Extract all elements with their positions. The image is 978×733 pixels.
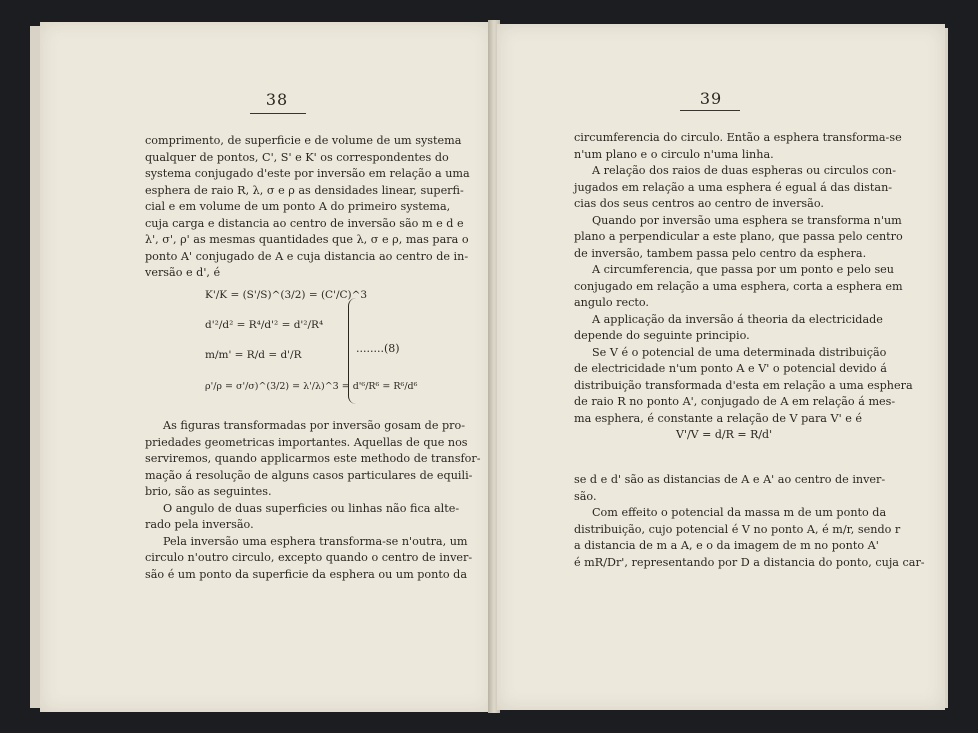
text-line: a distancia de m a A, e o da imagem de m no ponto A' [574,539,879,552]
text-line: esphera de raio R, λ, σ e ρ as densidades linear, superfi- [145,183,464,197]
text-line: se d e d' são as distancias de A e A' ao centro de inver- [574,473,886,486]
text-line: Quando por inversão uma esphera se transforma n'um [592,213,902,227]
text-line: rado pela inversão. [145,518,254,531]
text-line: A relação dos raios de duas espheras ou circulos con- [592,164,896,177]
equation-row-3: m/m' = R/d = d'/R [205,349,302,361]
text-line: de inversão, tambem passa pelo centro da esphera. [574,246,867,260]
text-line: são. [574,489,597,503]
text-line: são é um ponto da superficie da esphera ou um ponto da [145,567,467,581]
text-line: de electricidade n'um ponto A e V' o potencial devido á [574,362,887,375]
text-line: de raio R no ponto A', conjugado de A em relação á mes- [574,395,896,408]
right-page-number-rule [680,110,740,111]
text-line: serviremos, quando applicarmos este methodo de transfor- [145,452,481,465]
text-line: depende do seguinte principio. [574,329,750,342]
text-line: conjugado em relação a uma esphera, corta a esphera em [574,279,903,293]
text-line: circumferencia do circulo. Então a esphera transforma-se [574,131,902,144]
text-line: mação á resolução de alguns casos particulares de equili- [145,468,473,482]
equation-system-8 [205,288,418,408]
text-line: cial e em volume de um ponto A do primeiro systema, [145,200,451,213]
text-line: comprimento, de superficie e de volume de um systema [145,134,462,147]
text-line: brio, são as seguintes. [145,485,272,498]
text-line: n'um plano e o circulo n'uma linha. [574,147,774,161]
text-line: jugados em relação a uma esphera é egual á das distan- [574,180,893,194]
text-line: ma esphera, é constante a relação de V para V' e é [574,411,863,425]
text-line: As figuras transformadas por inversão gosam de pro- [163,419,466,432]
text-line: angulo recto. [574,296,649,309]
left-text-block-2 [145,418,481,583]
right-page-number: 39 [699,89,723,108]
equation-label: ........(8) [356,342,400,355]
text-line: λ', σ', ρ' as mesmas quantidades que λ, σ e ρ, mas para o [145,233,469,246]
text-line: O angulo de duas superficies ou linhas não fica alte- [163,501,460,515]
equation-row-4: ρ'/ρ = σ'/σ)^(3/2) = λ'/λ)^3 = d'⁶/R⁶ = R⁶/d⁶ [205,381,418,392]
text-line: distribuição transformada d'esta em relação a uma esphera [574,378,913,392]
text-line: priedades geometricas importantes. Aquellas de que nos [145,435,468,449]
left-page-number-rule [250,113,306,114]
text-line: Pela inversão uma esphera transforma-se n'outra, um [163,534,468,548]
text-line: versão e d', é [145,266,221,279]
text-line: A applicação da inversão á theoria da electricidade [592,312,883,326]
text-line: qualquer de pontos, C', S' e K' os correspondentes do [145,150,449,164]
text-line: é mR/Dr', representando por D a distancia do ponto, cuja car- [574,555,925,569]
text-line: circulo n'outro circulo, excepto quando o centro de inver- [145,551,473,564]
text-line: distribuição, cujo potencial é V no ponto A, é m/r, sendo r [574,522,901,536]
left-page-number: 38 [265,90,289,109]
text-line: ponto A' conjugado de A e cuja distancia ao centro de in- [145,249,469,263]
text-line: plano a perpendicular a este plano, que passa pelo centro [574,230,903,243]
text-line: Se V é o potencial de uma determinada distribuição [592,345,887,359]
text-line: A circumferencia, que passa por um ponto e pelo seu [592,263,895,276]
text-line: cuja carga e distancia ao centro de inversão são m e d e [145,216,464,230]
text-line: Com effeito o potencial da massa m de um ponto da [592,506,887,519]
equation-row-1: K'/K = (S'/S)^(3/2) = (C'/C)^3 [205,289,368,301]
equation-row-2: d'²/d² = R⁴/d'² = d'²/R⁴ [205,319,324,331]
left-text-block-1 [145,133,470,282]
text-line: cias dos seus centros ao centro de inversão. [574,197,824,210]
equation-potential-ratio: V'/V = d/R = R/d' [676,428,773,441]
right-text-block-1 [574,130,913,427]
text-line: systema conjugado d'este por inversão em relação a uma [145,167,470,180]
right-text-block-2 [574,472,925,571]
